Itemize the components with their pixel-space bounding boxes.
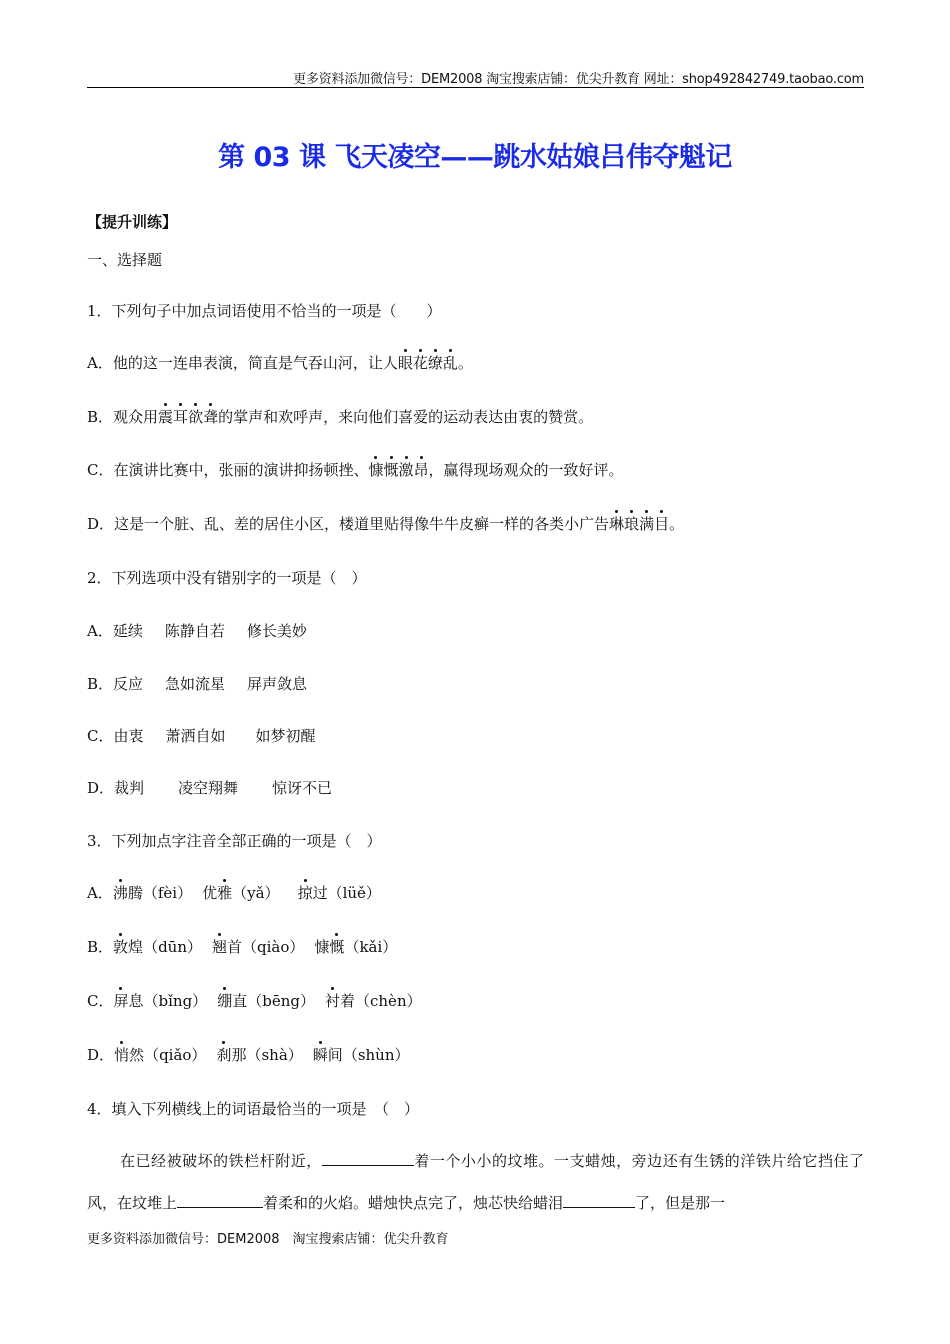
q3-option-a: A．沸腾（fèi） 优雅（yǎ） 掠过（lüě） bbox=[87, 884, 381, 902]
q3-stem: 3．下列加点字注音全部正确的一项是（ ） bbox=[87, 832, 382, 850]
q2-option-c: C．由衷 萧洒自如 如梦初醒 bbox=[87, 727, 316, 745]
q1-option-d: D．这是一个脏、乱、差的居住小区，楼道里贴得像牛牛皮癣一样的各类小广告琳琅满目。 bbox=[87, 515, 685, 533]
fill-blank-1 bbox=[322, 1151, 414, 1166]
q3-option-b: B．敦煌（dūn） 翘首（qiào） 慷慨（kǎi） bbox=[87, 938, 398, 956]
page-footer: 更多资料添加微信号：DEM2008 淘宝搜索店铺：优尖升教育 bbox=[87, 1232, 449, 1247]
q1-option-b: B．观众用震耳欲聋的掌声和欢呼声，来向他们喜爱的运动表达由衷的赞赏。 bbox=[87, 408, 594, 426]
fill-blank-2 bbox=[177, 1193, 263, 1208]
q1-option-c: C．在演讲比赛中，张丽的演讲抑扬顿挫、慷慨激昂，赢得现场观众的一致好评。 bbox=[87, 461, 624, 479]
part-heading: 一、选择题 bbox=[87, 251, 163, 269]
page-title: 第 03 课 飞天凌空——跳水姑娘吕伟夺魁记 bbox=[218, 142, 732, 173]
q2-stem: 2．下列选项中没有错别字的一项是（ ） bbox=[87, 569, 367, 587]
q2-option-a: A．延续 陈静自若 修长美妙 bbox=[87, 622, 307, 640]
q1-stem: 1．下列句子中加点词语使用不恰当的一项是（ ） bbox=[87, 302, 442, 320]
q2-option-d: D．裁判 凌空翔舞 惊讶不已 bbox=[87, 779, 333, 797]
fill-blank-3 bbox=[563, 1193, 635, 1208]
q4-stem: 4．填入下列横线上的词语最恰当的一项是 （ ） bbox=[87, 1100, 420, 1118]
header-divider bbox=[87, 87, 864, 88]
q3-option-c: C．屏息（bǐng） 绷直（bēng） 衬着（chèn） bbox=[87, 992, 422, 1010]
q1-option-a: A．他的这一连串表演，简直是气吞山河，让人眼花缭乱。 bbox=[87, 354, 473, 372]
page-header: 更多资料添加微信号：DEM2008 淘宝搜索店铺：优尖升教育 网址：shop492842749.taobao.com bbox=[293, 72, 864, 87]
q4-passage: 在已经被破坏的铁栏杆附近， 着一个小小的坟堆。一支蜡烛，旁边还有生锈的洋铁片给它挡住了风，在坟堆上 着柔和的火焰。蜡烛快点完了，烛芯快给蜡泪 了，但是那一 bbox=[87, 1152, 864, 1212]
q2-option-b: B．反应 急如流星 屏声敛息 bbox=[87, 675, 308, 693]
q3-option-d: D．悄然（qiǎo） 刹那（shà） 瞬间（shùn） bbox=[87, 1046, 410, 1064]
section-label: 【提升训练】 bbox=[87, 213, 178, 231]
